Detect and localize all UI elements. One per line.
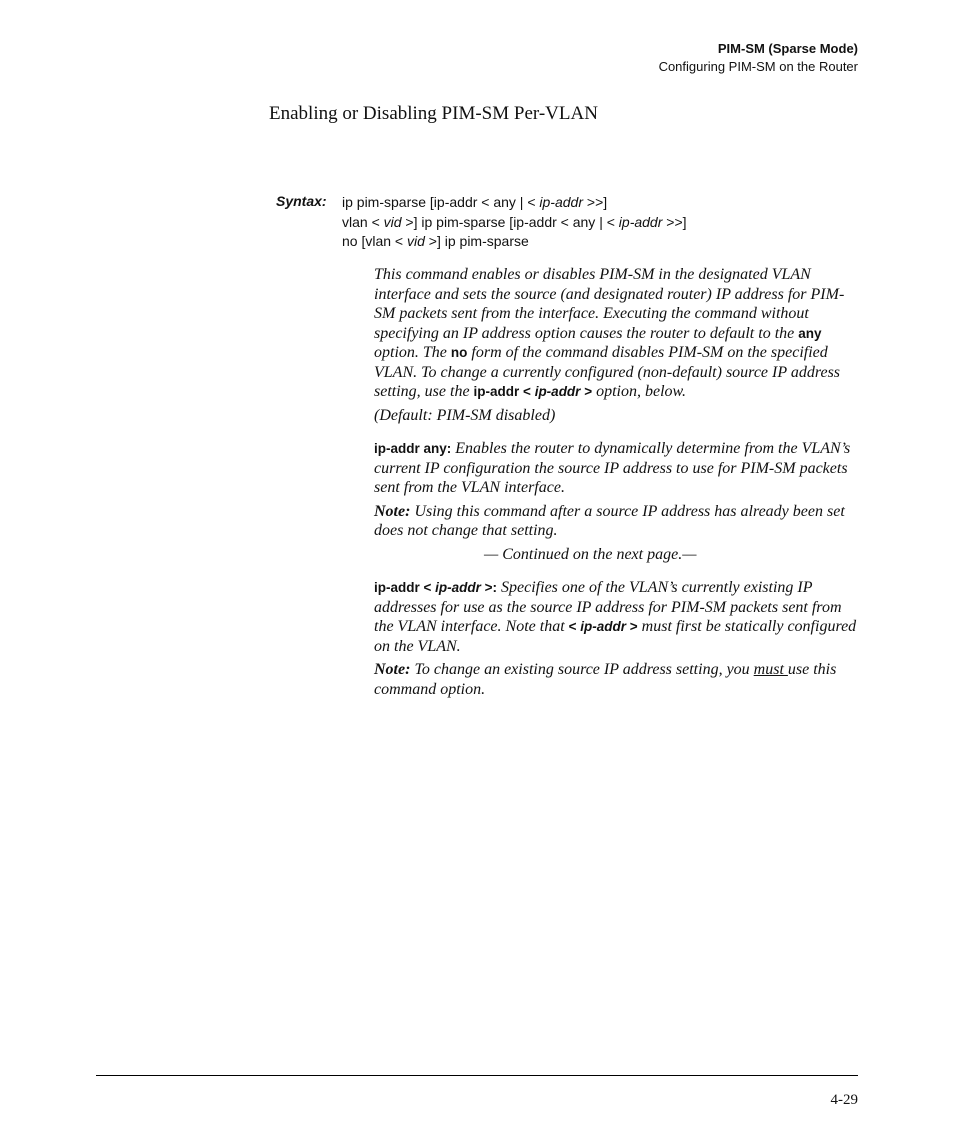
running-header (659, 40, 858, 76)
note-1: Note: Using this command after a source IP address has already been set does not change that setting. (374, 502, 845, 539)
syntax-line-2: vlan < vid >] ip pim-sparse [ip-addr < any | < ip-addr >>] (342, 213, 687, 230)
chapter-title: PIM-SM (Sparse Mode) (717, 41, 858, 56)
footer-rule (96, 1075, 858, 1076)
syntax-line-1: ip pim-sparse [ip-addr < any | < ip-addr >>] (342, 194, 608, 210)
description-paragraph: This command enables or disables PIM-SM in the designated VLAN interface and sets the source (and designated router) IP address for PIM-SM packets sent from the interface. Executing the command without specifying an IP address option causes the router to default to the any option. The no form of the command disables PIM-SM on the specified VLAN. To change a currently configured (non-default) source IP address setting, use the ip-addr < ip-addr > option, below. (374, 266, 845, 400)
page-number: 4-29 (830, 1092, 858, 1108)
syntax-lines (342, 193, 687, 252)
option-ip-addr: ip-addr < ip-addr >: Specifies one of the VLAN’s currently existing IP addresses for use as the source IP address for PIM-SM packets sent from the VLAN interface. Note that < ip-addr > must first be statically configured on the VLAN. (374, 579, 857, 655)
continued-notice: — Continued on the next page.— (484, 545, 697, 563)
default-value: (Default: PIM-SM disabled) (374, 406, 556, 424)
syntax-label: Syntax: (276, 193, 327, 209)
section-subtitle: Configuring PIM-SM on the Router (658, 59, 858, 74)
option-any: ip-addr any: Enables the router to dynamically determine from the VLAN’s current IP configuration the source IP address to use for PIM-SM packets sent from the VLAN interface. (374, 440, 851, 496)
command-description (374, 265, 858, 699)
section-title: Enabling or Disabling PIM-SM Per-VLAN (269, 103, 598, 124)
note-2: Note: To change an existing source IP address setting, you must use this command option. (374, 661, 837, 698)
syntax-line-3: no [vlan < vid >] ip pim-sparse (342, 233, 529, 249)
